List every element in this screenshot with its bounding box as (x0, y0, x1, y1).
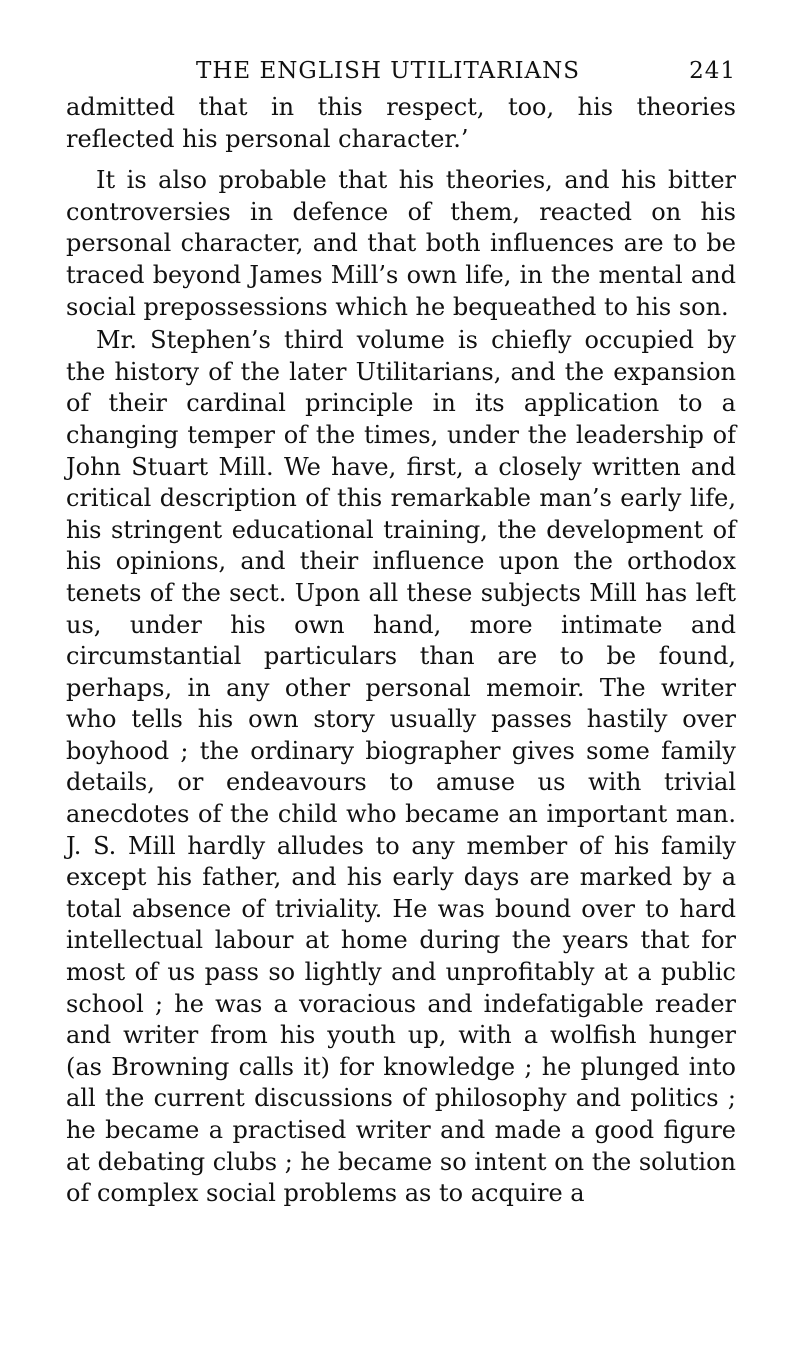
book-page (66, 58, 736, 1210)
running-title: THE ENGLISH UTILITARIANS (196, 58, 581, 84)
paragraph: Mr. Stephen’s third volume is chiefly occupied by the history of the later Utilitarians, and the expansion of their cardinal principle in its application to a changing temper of the times, under the leadership of John Stuart Mill. We have, first, a closely written and critical description of this remarkable man’s early life, his stringent educational training, the development of his opinions, and their influence upon the orthodox tenets of the sect. Upon all these subjects Mill has left us, under his own hand, more intimate and circumstantial particulars than are to be found, perhaps, in any other personal memoir. The writer who tells his own story usually passes hastily over boyhood ; the ordinary biographer gives some family details, or endeavours to amuse us with trivial anecdotes of the child who became an important man. J. S. Mill hardly alludes to any member of his family except his father, and his early days are marked by a total absence of triviality. He was bound over to hard intellectual labour at home during the years that for most of us pass so lightly and unprofitably at a public school ; he was a voracious and indefatigable reader and writer from his youth up, with a wolfish hunger (as Browning calls it) for knowledge ; he plunged into all the current discussions of philosophy and politics ; he became a practised writer and made a good figure at debating clubs ; he became so intent on the solution of complex social problems as to acquire a (66, 326, 736, 1208)
paragraph: It is also probable that his theories, and his bitter controversies in defence of them, reacted on his personal character, and that both influences are to be traced beyond James Mill’s own life, in the mental and social prepossessions which he bequeathed to his son. (66, 166, 736, 321)
running-header (66, 58, 736, 92)
paragraph-continued: admitted that in this respect, too, his theories reflected his personal character.’ (66, 93, 736, 153)
page-number: 241 (689, 58, 736, 84)
body-text (66, 92, 736, 1210)
